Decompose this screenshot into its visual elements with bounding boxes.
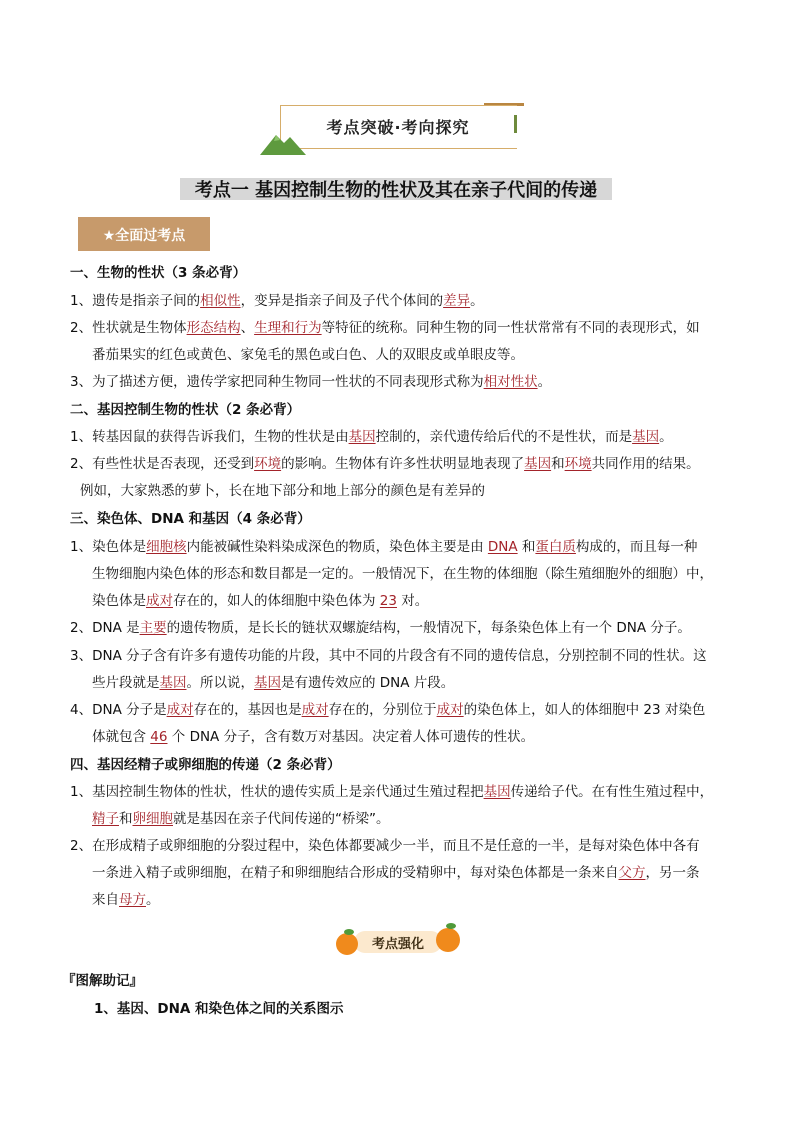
text: 的染色体上，如人的体细胞中 23 对染色 [463, 702, 706, 718]
text: 存在的，基因也是 [193, 702, 302, 718]
s1-item-3 [70, 373, 551, 391]
answer: 基因 [524, 456, 552, 472]
review-tag-label: ★全面过考点 [102, 228, 186, 244]
answer: 基因 [254, 675, 281, 691]
s2-item-2 [70, 455, 700, 473]
s3-item-1-cont: 生物细胞内染色体的形态和数目都是一定的。一般情况下，在生物的体细胞（除生殖细胞外的细胞）中， [92, 566, 713, 582]
answer: 基因 [348, 429, 376, 445]
text: 传递给子代。在有性生殖过程中， [510, 784, 714, 800]
text: 是有遗传效应的 DNA 片段。 [281, 675, 455, 691]
answer: 形态结构 [186, 320, 241, 336]
text: 3、为了描述方便，遗传学家把同种生物同一性状的不同表现形式称为 [70, 374, 484, 390]
answer: 基因 [632, 429, 660, 445]
text: 2、性状就是生物体 [70, 320, 187, 336]
text: 个 DNA 分子，含有数万对基因。决定着人体可遗传的性状。 [167, 729, 535, 745]
section-4-heading: 四、基因经精子或卵细胞的传递（2 条必背） [70, 757, 341, 773]
s2-item-2-cont: 例如，大家熟悉的萝卜，长在地下部分和地上部分的颜色是有差异的 [80, 483, 485, 499]
leaf-icon [344, 929, 354, 935]
text: 的遗传物质，是长长的链状双螺旋结构，一般情况下，每条染色体上有一个 DNA 分子。 [166, 620, 691, 636]
answer: 生理和行为 [254, 320, 322, 336]
text: 来自 [92, 892, 119, 908]
section-3-heading: 三、染色体、DNA 和基因（4 条必背） [70, 511, 311, 527]
text: 内能被碱性染料染成深色的物质，染色体主要是由 [186, 539, 488, 555]
answer: 相对性状 [483, 374, 538, 390]
s3-item-3: 3、DNA 分子含有许多有遗传功能的片段，其中不同的片段含有不同的遗传信息，分别控制不同的性状。这 [70, 648, 707, 664]
answer: 父方 [618, 865, 646, 881]
section-1-heading: 一、生物的性状（3 条必背） [70, 265, 247, 281]
s3-item-2 [70, 619, 691, 637]
section-2-heading: 二、基因控制生物的性状（2 条必背） [70, 402, 301, 418]
text: 就是基因在亲子代间传递的“桥梁”。 [173, 811, 390, 827]
leaf-icon [446, 923, 456, 929]
answer: 母方 [119, 892, 146, 908]
answer: 成对 [436, 702, 464, 718]
s1-item-2-cont: 番茄果实的红色或黄色、家兔毛的黑色或白色、人的双眼皮或单眼皮等。 [92, 347, 524, 363]
answer: 基因 [483, 784, 511, 800]
topic-title-text: 考点一 基因控制生物的性状及其在亲子代间的传递 [194, 180, 598, 201]
topic-title [180, 176, 612, 200]
text: ，另一条 [645, 865, 700, 881]
s4-item-1-cont [92, 810, 390, 828]
text: 4、DNA 分子是 [70, 702, 167, 718]
reinforce-tag-label: 考点强化 [371, 937, 424, 952]
answer: 23 [379, 593, 397, 609]
s1-item-1 [70, 292, 484, 310]
answer: 差异 [443, 293, 471, 309]
text: 。 [470, 293, 484, 309]
text: 和 [551, 456, 565, 472]
reinforce-tag [336, 922, 460, 960]
s3-item-1 [70, 538, 697, 556]
text: 控制的，亲代遗传给后代的不是性状，而是 [375, 429, 633, 445]
text: 存在的，如人的体细胞中染色体为 [173, 593, 380, 609]
text: 共同作用的结果。 [591, 456, 700, 472]
s4-item-1 [70, 783, 713, 801]
text: 对。 [396, 593, 429, 609]
text: 1、染色体是 [70, 539, 147, 555]
answer: 成对 [301, 702, 329, 718]
text: 和 [119, 811, 133, 827]
text: 2、有些性状是否表现，还受到 [70, 456, 255, 472]
text: 存在的，分别位于 [328, 702, 437, 718]
s3-item-4-cont [92, 728, 534, 746]
answer: 环境 [564, 456, 592, 472]
answer: 相似性 [200, 293, 241, 309]
answer: 精子 [92, 811, 119, 827]
text: 染色体是 [92, 593, 146, 609]
answer: 基因 [159, 675, 187, 691]
s4-item-2-cont2 [92, 891, 160, 909]
s4-item-2: 2、在形成精子或卵细胞的分裂过程中，染色体都要减少一半，而且不是任意的一半，是每对染色体中各有 [70, 838, 700, 854]
answer: 成对 [166, 702, 194, 718]
text: 2、DNA 是 [70, 620, 140, 636]
section-banner [272, 103, 524, 149]
s3-item-3-cont [92, 674, 454, 692]
text: 1、遗传是指亲子间的 [70, 293, 201, 309]
text: 一条进入精子或卵细胞，在精子和卵细胞结合形成的受精卵中，每对染色体都是一条来自 [92, 865, 619, 881]
answer: 环境 [254, 456, 282, 472]
text: 、 [240, 320, 255, 336]
review-tag [78, 217, 210, 251]
text: 体就包含 [92, 729, 151, 745]
answer: 细胞核 [146, 539, 187, 555]
answer: DNA [487, 539, 518, 555]
subsection-1-heading: 1、基因、DNA 和染色体之间的关系图示 [94, 1001, 344, 1017]
text: 。 [659, 429, 673, 445]
text: 。 [146, 892, 160, 908]
text: 。所以说， [186, 675, 254, 691]
s4-item-2-cont [92, 864, 700, 882]
s3-item-1-cont2 [92, 592, 428, 610]
text: ，变异是指亲子间及子代个体间的 [240, 293, 444, 309]
text: 1、基因控制生物体的性状，性状的遗传实质上是亲代通过生殖过程把 [70, 784, 484, 800]
text: 些片段就是 [92, 675, 160, 691]
banner-title: 考点突破·考向探究 [326, 118, 470, 137]
diagram-mnemonic-label: 『图解助记』 [62, 973, 143, 989]
text: 的影响。生物体有许多性状明显地表现了 [281, 456, 525, 472]
answer: 46 [150, 729, 168, 745]
answer: 蛋白质 [535, 539, 576, 555]
text: 构成的，而且每一种 [575, 539, 698, 555]
s2-item-1 [70, 428, 673, 446]
text: 等特征的统称。同种生物的同一性状常常有不同的表现形式，如 [321, 320, 700, 336]
text: 。 [537, 374, 552, 390]
text: 1、转基因鼠的获得告诉我们，生物的性状是由 [70, 429, 349, 445]
answer: 成对 [146, 593, 173, 609]
s3-item-4 [70, 701, 705, 719]
s1-item-2 [70, 319, 700, 337]
text: 和 [517, 539, 536, 555]
answer: 主要 [139, 620, 167, 636]
answer: 卵细胞 [132, 811, 173, 827]
